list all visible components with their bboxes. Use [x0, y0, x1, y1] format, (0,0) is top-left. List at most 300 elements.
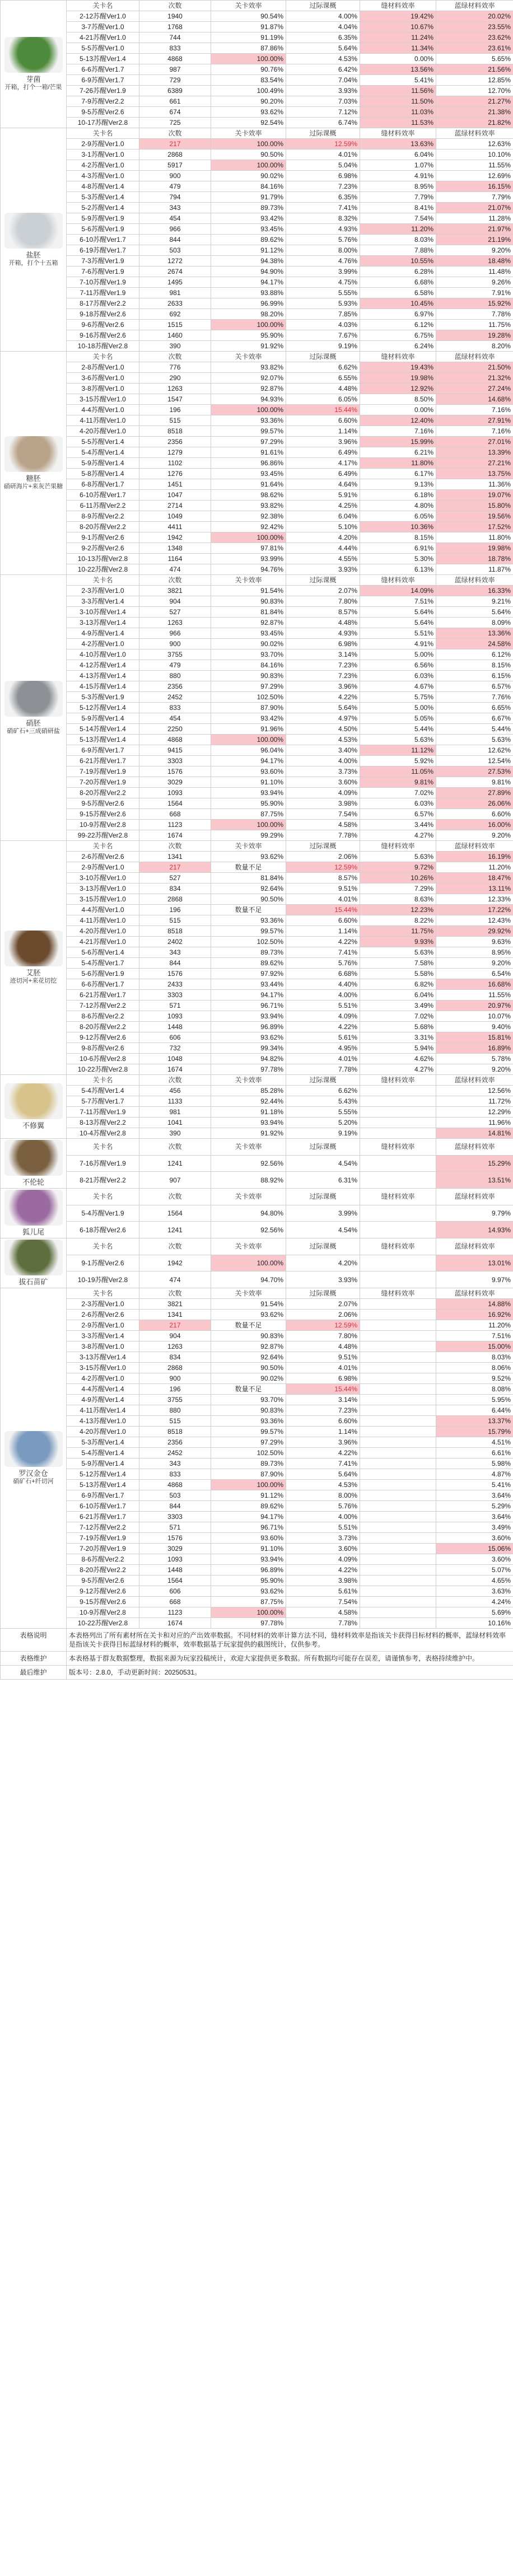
blue-green-efficiency: 18.48% [436, 256, 513, 267]
stage-name: 6-19苏醒Ver1.7 [67, 245, 139, 256]
category-subtitle: 硝矿石+三成硝研盐 [7, 727, 60, 735]
table-row [1, 1271, 513, 1288]
run-count: 744 [139, 32, 211, 43]
run-count: 1123 [139, 820, 211, 830]
material-efficiency: 9.93% [360, 937, 436, 947]
category-subtitle: 硝研海片+来灰芒果糖 [3, 483, 63, 490]
table-row [1, 181, 513, 192]
drop-rate: 4.55% [286, 554, 360, 564]
category-header-row [1, 1, 513, 11]
category-header-row [1, 128, 513, 139]
table-row [1, 1222, 513, 1238]
category-name: 糖胚 [26, 474, 41, 483]
stage-efficiency: 89.73% [211, 947, 286, 958]
table-row [1, 1011, 513, 1022]
column-header: 蓝绿材料效率 [436, 1238, 513, 1255]
material-efficiency: 10.36% [360, 522, 436, 532]
drop-rate: 9.19% [286, 341, 360, 352]
stage-name: 3-13苏醒Ver1.4 [67, 1352, 139, 1363]
material-efficiency: 4.67% [360, 681, 436, 692]
material-efficiency [360, 1597, 436, 1607]
column-header: 缝材料效率 [360, 1238, 436, 1255]
run-count: 3303 [139, 1512, 211, 1522]
run-count: 1164 [139, 554, 211, 564]
stage-efficiency: 91.10% [211, 777, 286, 788]
run-count: 907 [139, 1172, 211, 1189]
run-count: 1515 [139, 320, 211, 330]
category-header-row [1, 1238, 513, 1255]
drop-rate: 6.35% [286, 192, 360, 203]
blue-green-efficiency: 12.33% [436, 894, 513, 905]
tea-bowl-icon [4, 1431, 63, 1467]
stage-efficiency: 87.75% [211, 809, 286, 820]
stage-efficiency: 100.00% [211, 532, 286, 543]
stage-efficiency: 91.10% [211, 1544, 286, 1554]
stage-name: 5-6苏醒Ver1.9 [67, 224, 139, 235]
column-header: 过际课概 [286, 1, 360, 11]
drop-rate: 6.55% [286, 373, 360, 384]
stage-name: 4-20苏醒Ver1.0 [67, 426, 139, 437]
table-row [1, 277, 513, 288]
stage-name: 3-13苏醒Ver1.4 [67, 618, 139, 628]
table-row [1, 1255, 513, 1271]
blue-green-efficiency: 16.00% [436, 820, 513, 830]
material-efficiency: 5.75% [360, 692, 436, 703]
table-row [1, 86, 513, 96]
stage-efficiency: 84.16% [211, 660, 286, 671]
drop-rate: 6.98% [286, 1373, 360, 1384]
stage-name: 8-6苏醒Ver2.2 [67, 1554, 139, 1565]
stage-efficiency: 91.64% [211, 479, 286, 490]
material-efficiency: 0.00% [360, 405, 436, 415]
run-count: 343 [139, 947, 211, 958]
column-header: 蓝绿材料效率 [436, 1189, 513, 1205]
material-efficiency [360, 1458, 436, 1469]
blue-green-efficiency: 3.63% [436, 1586, 513, 1597]
drop-rate: 7.85% [286, 309, 360, 320]
blue-green-efficiency: 26.06% [436, 798, 513, 809]
table-row [1, 724, 513, 735]
drop-rate: 4.93% [286, 628, 360, 639]
stage-efficiency: 91.79% [211, 192, 286, 203]
material-efficiency [360, 1331, 436, 1341]
run-count: 900 [139, 1373, 211, 1384]
column-header: 过际课概 [286, 1288, 360, 1299]
category-image-cell [1, 841, 67, 1075]
table-row [1, 341, 513, 352]
blue-green-efficiency: 19.56% [436, 511, 513, 522]
blue-green-efficiency: 9.20% [436, 958, 513, 969]
blue-green-efficiency: 16.89% [436, 1043, 513, 1054]
table-row [1, 458, 513, 469]
blue-green-efficiency: 29.92% [436, 926, 513, 937]
drop-rate: 4.54% [286, 1155, 360, 1172]
table-row [1, 681, 513, 692]
stage-name: 10-9苏醒Ver2.8 [67, 820, 139, 830]
blue-green-efficiency: 6.44% [436, 1405, 513, 1416]
category-image-cell [1, 1288, 67, 1629]
column-header: 过际课概 [286, 1189, 360, 1205]
stage-efficiency: 93.36% [211, 1416, 286, 1427]
drop-rate: 3.60% [286, 777, 360, 788]
run-count: 8518 [139, 926, 211, 937]
stage-efficiency: 92.87% [211, 618, 286, 628]
blue-green-efficiency: 21.32% [436, 373, 513, 384]
material-efficiency: 6.68% [360, 277, 436, 288]
note-label: 最后维护 [1, 1666, 67, 1680]
stage-efficiency: 93.60% [211, 1533, 286, 1544]
stage-efficiency: 100.00% [211, 320, 286, 330]
material-efficiency [360, 1384, 436, 1395]
run-count: 3303 [139, 990, 211, 1001]
drop-rate: 7.80% [286, 1331, 360, 1341]
table-row [1, 160, 513, 171]
category-name: 不伦轮 [22, 1178, 44, 1186]
table-row [1, 596, 513, 607]
material-efficiency: 5.63% [360, 852, 436, 862]
material-efficiency: 11.05% [360, 766, 436, 777]
material-efficiency [360, 1437, 436, 1448]
drop-rate: 4.00% [286, 756, 360, 766]
table-row [1, 1341, 513, 1352]
stage-efficiency: 90.83% [211, 1331, 286, 1341]
stage-efficiency: 94.17% [211, 277, 286, 288]
stage-name: 6-9苏醒Ver1.7 [67, 745, 139, 756]
table-row [1, 958, 513, 969]
run-count: 1093 [139, 1554, 211, 1565]
table-row [1, 671, 513, 681]
blue-green-efficiency: 7.51% [436, 1331, 513, 1341]
material-efficiency: 6.82% [360, 979, 436, 990]
table-row [1, 1597, 513, 1607]
stage-efficiency: 95.90% [211, 330, 286, 341]
material-efficiency: 11.56% [360, 86, 436, 96]
drop-rate: 3.73% [286, 766, 360, 777]
run-count: 844 [139, 958, 211, 969]
run-count: 834 [139, 883, 211, 894]
run-count: 900 [139, 171, 211, 181]
run-count: 2452 [139, 1448, 211, 1458]
run-count: 1102 [139, 458, 211, 469]
stage-name: 7-3苏醒Ver1.9 [67, 256, 139, 267]
stage-efficiency: 93.94% [211, 1011, 286, 1022]
drop-rate: 7.23% [286, 181, 360, 192]
stage-efficiency: 97.81% [211, 543, 286, 554]
drop-rate: 6.68% [286, 969, 360, 979]
column-header: 缝材料效率 [360, 128, 436, 139]
stage-name: 2-12苏醒Ver1.0 [67, 11, 139, 22]
blue-green-efficiency: 8.95% [436, 947, 513, 958]
column-header: 次数 [139, 1288, 211, 1299]
drop-rate: 4.58% [286, 820, 360, 830]
column-header: 过际课概 [286, 128, 360, 139]
table-row [1, 586, 513, 596]
blue-green-efficiency: 6.65% [436, 703, 513, 713]
column-header: 缝材料效率 [360, 352, 436, 362]
drop-rate: 4.48% [286, 1341, 360, 1352]
chocolate-bar-icon [4, 931, 63, 966]
material-efficiency: 3.31% [360, 1032, 436, 1043]
blue-green-efficiency: 8.03% [436, 1352, 513, 1363]
column-header: 过际课概 [286, 352, 360, 362]
blue-green-efficiency: 27.89% [436, 788, 513, 798]
stage-efficiency: 90.20% [211, 96, 286, 107]
material-efficiency [360, 1205, 436, 1222]
stage-name: 5-9苏醒Ver1.4 [67, 458, 139, 469]
material-efficiency: 6.57% [360, 809, 436, 820]
table-row [1, 873, 513, 883]
column-header: 过际课概 [286, 1139, 360, 1156]
column-header: 关卡效率 [211, 1139, 286, 1156]
blue-green-efficiency: 27.21% [436, 458, 513, 469]
drop-rate: 4.97% [286, 713, 360, 724]
blue-green-efficiency: 15.29% [436, 1155, 513, 1172]
material-efficiency: 4.27% [360, 830, 436, 841]
table-row [1, 1320, 513, 1331]
blue-green-efficiency: 21.97% [436, 224, 513, 235]
material-efficiency: 8.95% [360, 181, 436, 192]
run-count: 2356 [139, 1437, 211, 1448]
run-count: 2250 [139, 724, 211, 735]
material-efficiency: 3.44% [360, 820, 436, 830]
table-row [1, 745, 513, 756]
run-count: 1495 [139, 277, 211, 288]
drop-rate: 3.60% [286, 1544, 360, 1554]
drop-rate: 4.64% [286, 479, 360, 490]
stage-name: 3-10苏醒Ver1.4 [67, 607, 139, 618]
blue-green-efficiency: 5.44% [436, 724, 513, 735]
stage-name: 5-4苏醒Ver1.7 [67, 958, 139, 969]
stage-name: 9-1苏醒Ver2.6 [67, 532, 139, 543]
blue-green-efficiency: 19.98% [436, 543, 513, 554]
drop-rate: 4.09% [286, 1554, 360, 1565]
stage-efficiency: 93.45% [211, 628, 286, 639]
table-row [1, 224, 513, 235]
stage-name: 5-13苏醒Ver1.4 [67, 54, 139, 64]
category-name: 硝胚 [26, 718, 41, 727]
blue-green-efficiency: 5.69% [436, 1607, 513, 1618]
table-row [1, 522, 513, 532]
drop-rate: 6.49% [286, 447, 360, 458]
blue-green-efficiency: 16.15% [436, 181, 513, 192]
drop-rate: 7.67% [286, 330, 360, 341]
stage-efficiency: 93.82% [211, 501, 286, 511]
run-count: 2433 [139, 979, 211, 990]
table-row [1, 405, 513, 415]
stage-efficiency: 96.89% [211, 1022, 286, 1032]
table-row [1, 1299, 513, 1310]
drop-rate: 4.00% [286, 990, 360, 1001]
category-image-cell [1, 575, 67, 841]
table-row [1, 330, 513, 341]
stage-name: 8-20苏醒Ver2.2 [67, 522, 139, 532]
stage-efficiency: 91.96% [211, 724, 286, 735]
run-count: 1768 [139, 22, 211, 32]
drop-rate: 8.57% [286, 873, 360, 883]
stage-efficiency: 89.73% [211, 1458, 286, 1469]
blue-green-efficiency: 7.91% [436, 288, 513, 298]
run-count: 1942 [139, 532, 211, 543]
table-row [1, 926, 513, 937]
stage-efficiency: 93.44% [211, 979, 286, 990]
stage-name: 4-21苏醒Ver1.0 [67, 32, 139, 43]
blue-green-efficiency: 20.97% [436, 1001, 513, 1011]
blue-green-efficiency: 11.72% [436, 1096, 513, 1107]
drop-rate: 4.09% [286, 1011, 360, 1022]
category-header-row [1, 1288, 513, 1299]
run-count: 527 [139, 873, 211, 883]
table-row [1, 11, 513, 22]
column-header: 过际课概 [286, 575, 360, 586]
stage-name: 7-12苏醒Ver2.2 [67, 1001, 139, 1011]
material-efficiency: 1.07% [360, 160, 436, 171]
salt-bowl-icon [4, 213, 63, 249]
stage-efficiency: 89.62% [211, 958, 286, 969]
run-count: 454 [139, 713, 211, 724]
run-count: 904 [139, 596, 211, 607]
drop-rate: 5.91% [286, 490, 360, 501]
stage-name: 3-8苏醒Ver1.0 [67, 384, 139, 394]
sprout-jar-icon [4, 37, 63, 73]
blue-green-efficiency: 17.22% [436, 905, 513, 915]
run-count: 217 [139, 139, 211, 149]
stage-name: 5-9苏醒Ver1.4 [67, 713, 139, 724]
material-efficiency [360, 1363, 436, 1373]
table-row [1, 1096, 513, 1107]
table-row [1, 1172, 513, 1189]
blue-green-efficiency: 9.97% [436, 1271, 513, 1288]
drop-rate: 6.31% [286, 1172, 360, 1189]
material-efficiency: 7.58% [360, 958, 436, 969]
stage-name: 6-10苏醒Ver1.7 [67, 1501, 139, 1512]
run-count: 1093 [139, 1011, 211, 1022]
stage-efficiency: 102.50% [211, 1448, 286, 1458]
drop-rate: 4.01% [286, 1363, 360, 1373]
material-efficiency: 5.00% [360, 649, 436, 660]
stage-efficiency: 99.29% [211, 830, 286, 841]
run-count: 1049 [139, 511, 211, 522]
material-efficiency: 6.97% [360, 309, 436, 320]
stage-efficiency: 100.00% [211, 54, 286, 64]
material-efficiency: 6.56% [360, 660, 436, 671]
stage-efficiency: 99.34% [211, 1043, 286, 1054]
run-count: 343 [139, 203, 211, 213]
blue-green-efficiency: 9.40% [436, 1022, 513, 1032]
sugar-cubes-icon [4, 436, 63, 472]
blue-green-efficiency: 15.81% [436, 1032, 513, 1043]
table-row [1, 309, 513, 320]
blue-green-efficiency: 3.64% [436, 1512, 513, 1522]
category-header-row [1, 841, 513, 852]
table-row [1, 511, 513, 522]
note-row [1, 1652, 513, 1666]
stage-efficiency: 99.57% [211, 426, 286, 437]
material-efficiency: 8.22% [360, 915, 436, 926]
column-header: 次数 [139, 841, 211, 852]
material-efficiency: 5.44% [360, 724, 436, 735]
material-efficiency: 6.18% [360, 490, 436, 501]
column-header: 次数 [139, 1189, 211, 1205]
drop-rate: 7.78% [286, 1618, 360, 1629]
stage-name: 5-5苏醒Ver1.4 [67, 437, 139, 447]
blue-green-efficiency: 12.43% [436, 915, 513, 926]
stage-efficiency: 94.80% [211, 1205, 286, 1222]
blue-green-efficiency: 12.69% [436, 171, 513, 181]
stage-efficiency: 100.00% [211, 820, 286, 830]
table-row [1, 543, 513, 554]
blue-green-efficiency: 14.93% [436, 1222, 513, 1238]
column-header: 关卡效率 [211, 128, 286, 139]
blue-green-efficiency: 9.52% [436, 1373, 513, 1384]
drop-rate: 6.60% [286, 415, 360, 426]
stage-efficiency: 96.71% [211, 1522, 286, 1533]
drop-rate: 4.22% [286, 1022, 360, 1032]
drop-rate: 4.01% [286, 894, 360, 905]
stage-efficiency: 93.45% [211, 224, 286, 235]
stage-efficiency: 93.82% [211, 362, 286, 373]
stage-name: 3-3苏醒Ver1.4 [67, 596, 139, 607]
run-count: 2356 [139, 681, 211, 692]
table-row [1, 1607, 513, 1618]
stage-name: 4-2苏醒Ver1.0 [67, 160, 139, 171]
drop-rate: 4.22% [286, 692, 360, 703]
drop-rate: 4.00% [286, 1512, 360, 1522]
table-row [1, 618, 513, 628]
drop-rate: 4.58% [286, 1607, 360, 1618]
run-count: 2868 [139, 149, 211, 160]
table-row [1, 937, 513, 947]
run-count: 1241 [139, 1155, 211, 1172]
blue-green-efficiency: 5.98% [436, 1458, 513, 1469]
stage-efficiency: 93.94% [211, 1118, 286, 1128]
stage-name: 3-15苏醒Ver1.0 [67, 1363, 139, 1373]
stage-name: 4-15苏醒Ver1.4 [67, 681, 139, 692]
blue-green-efficiency: 13.37% [436, 1416, 513, 1427]
stage-name: 4-11苏醒Ver1.4 [67, 1405, 139, 1416]
column-header: 蓝绿材料效率 [436, 575, 513, 586]
material-efficiency: 4.27% [360, 1064, 436, 1075]
run-count: 833 [139, 43, 211, 54]
drop-rate: 5.76% [286, 1501, 360, 1512]
blue-green-efficiency: 5.29% [436, 1501, 513, 1512]
run-count: 196 [139, 1384, 211, 1395]
drop-rate: 6.74% [286, 118, 360, 128]
run-count: 725 [139, 118, 211, 128]
drop-rate: 4.75% [286, 277, 360, 288]
stage-efficiency: 93.62% [211, 1586, 286, 1597]
table-row [1, 1373, 513, 1384]
stage-name: 2-8苏醒Ver1.0 [67, 362, 139, 373]
table-row [1, 235, 513, 245]
table-row [1, 149, 513, 160]
drop-rate: 7.54% [286, 1597, 360, 1607]
stage-name: 7-20苏醒Ver1.9 [67, 1544, 139, 1554]
material-efficiency: 5.63% [360, 947, 436, 958]
run-count: 290 [139, 373, 211, 384]
blue-green-efficiency: 11.36% [436, 479, 513, 490]
blue-green-efficiency: 10.10% [436, 149, 513, 160]
table-row [1, 1575, 513, 1586]
stage-name: 8-20苏醒Ver2.2 [67, 788, 139, 798]
stage-efficiency: 96.86% [211, 458, 286, 469]
material-efficiency: 6.04% [360, 990, 436, 1001]
blue-green-efficiency: 20.02% [436, 11, 513, 22]
stage-name: 8-17苏醒Ver2.2 [67, 298, 139, 309]
category-image-cell [1, 1238, 67, 1288]
run-count: 981 [139, 1107, 211, 1118]
blue-green-efficiency: 15.06% [436, 1544, 513, 1554]
stage-efficiency: 97.29% [211, 1437, 286, 1448]
